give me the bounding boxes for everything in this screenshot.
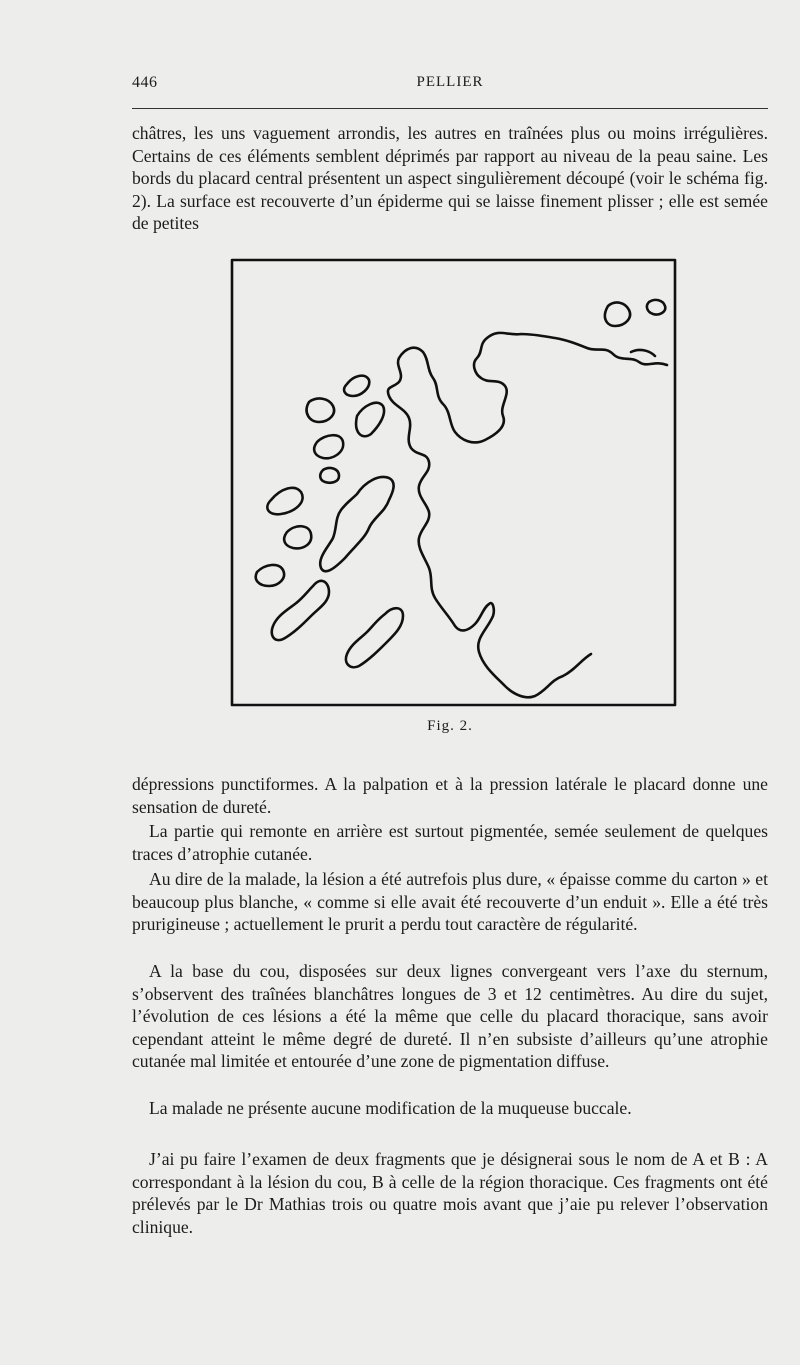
paragraph-2: dépressions punctiformes. A la palpation et à la pression latérale le placard donne une sensation de dureté. [132,774,768,817]
paragraph-7: J’ai pu faire l’examen de deux fragments que je désignerai sous le nom de A et B : A correspondant à la lésion du cou, B à celle de la région thoracique. Ces fragments ont été prélevés par le Dr Mathias trois ou quatre mois avant que j’aie pu relever l’observation clinique. [132,1149,768,1237]
islet-5 [320,468,339,483]
lesion-schema-drawing [229,256,681,711]
plaque-inner-curve [631,350,655,356]
streak-lower-center [346,608,403,667]
small-ring-top-right-1 [605,303,630,326]
small-ring-top-right-2 [647,300,665,315]
streak-center [320,477,393,571]
figure-frame [232,260,675,705]
running-head: PELLIER [416,74,484,90]
page-number: 446 [132,74,158,91]
islet-7 [284,526,311,548]
figure-2-schema [229,256,681,711]
figure-caption: Fig. 2. [427,718,473,734]
islet-1 [344,376,369,396]
header-rule [132,108,768,109]
islet-8 [256,565,284,586]
islet-4 [314,435,343,458]
paragraph-1: châtres, les uns vaguement arrondis, les autres en traînées plus ou moins irrégulières. Certains de ces éléments semblent déprimés par rapport au niveau de la peau saine. Les bords du placard central présentent un aspect singulièrement découpé (voir le schéma fig. 2). La surface est recouverte d’un épiderme qui se laisse finement plisser ; elle est semée de petites [132,123,768,233]
page-header [132,74,768,98]
paragraph-5: A la base du cou, disposées sur deux lignes convergeant vers l’axe du sternum, s’observent des traînées blanchâtres longues de 3 et 12 centimètres. Au dire du sujet, l’évolution de ces lésions a été la même que celle du placard thoracique, sans avoir cependant atteint le même degré de dureté. Il n’en subsiste d’ailleurs qu’une atrophie cutanée mal limitée et entourée d’une zone de pigmentation diffuse. [132,961,768,1071]
paragraph-4: Au dire de la malade, la lésion a été autrefois plus dure, « épaisse comme du carton » et beaucoup plus blanche, « comme si elle avait été recouverte d’un enduit ». Elle a été très prurigineuse ; actuellement le prurit a perdu tout caractère de régularité. [132,869,768,934]
streak-lower-left [272,581,329,640]
islet-3 [356,403,384,437]
paragraph-6: La malade ne présente aucune modification de la muqueuse buccale. [149,1098,632,1118]
central-plaque-outline [388,333,667,697]
islet-6 [267,488,302,514]
paragraph-3: La partie qui remonte en arrière est surtout pigmentée, semée seulement de quelques traces d’atrophie cutanée. [132,821,768,864]
islet-2 [307,399,334,422]
